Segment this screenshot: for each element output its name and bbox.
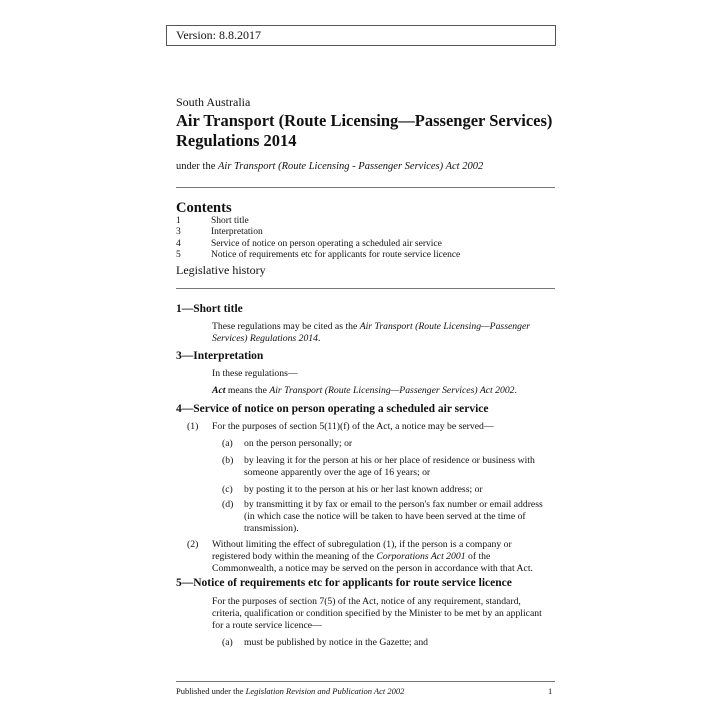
s4-subreg-2 — [187, 539, 562, 575]
jurisdiction: South Australia — [176, 95, 251, 109]
s4-sub2-line1: Without limiting the effect of subregulation (1), if the person is a company or — [212, 539, 512, 550]
section-1-heading: 1—Short title — [176, 303, 243, 315]
s1-title-italic-2: Services) Regulations 2014 — [212, 333, 318, 344]
s5-line1: For the purposes of section 7(5) of the Act, notice of any requirement, standard, — [212, 596, 521, 607]
title-line-2: Regulations 2014 — [176, 131, 297, 150]
s1-text-prefix: These regulations may be cited as the — [212, 321, 360, 332]
contents-heading: Contents — [176, 200, 232, 216]
legislative-history-link[interactable]: Legislative history — [176, 263, 266, 277]
s4-sub2-line2-prefix: registered body within the meaning of the — [212, 551, 377, 562]
s4-para-c — [222, 484, 557, 496]
s5-line2: criteria, qualification or condition specified by the Minister to be met by an applicant — [212, 608, 542, 619]
s4-sub2-number: (2) — [187, 539, 199, 550]
s4-sub2-line3: Commonwealth, a notice may be served on the person in accordance with that Act. — [212, 563, 533, 574]
divider-contents — [176, 288, 555, 289]
contents-item-label: Service of notice on person operating a scheduled air service — [211, 238, 442, 249]
contents-item[interactable] — [176, 250, 556, 261]
section-3-heading: 3—Interpretation — [176, 350, 264, 362]
s4-b-line2: someone apparently over the age of 16 years; or — [244, 467, 431, 478]
s1-title-italic-1: Air Transport (Route Licensing—Passenger — [359, 321, 531, 332]
document-title — [176, 111, 556, 151]
contents-item-number: 4 — [176, 238, 181, 249]
under-prefix: under the — [176, 161, 218, 172]
title-line-1: Air Transport (Route Licensing—Passenger Services) — [176, 111, 553, 130]
contents-item[interactable] — [176, 216, 556, 227]
version-box: Version: 8.8.2017 — [166, 25, 556, 46]
footer-divider — [176, 681, 555, 682]
def-prefix: means the — [225, 385, 270, 396]
s4-para-d — [222, 499, 567, 535]
corporations-act: Corporations Act 2001 — [376, 551, 466, 562]
contents-item[interactable] — [176, 239, 556, 250]
def-suffix: . — [514, 385, 517, 396]
s5-line3: for a route service licence— — [212, 620, 322, 631]
section-3-intro: In these regulations— — [212, 368, 298, 379]
s5-a-label: (a) — [222, 637, 233, 648]
s4-sub2-line2 — [212, 551, 533, 563]
s5-para-a — [222, 637, 557, 649]
footer-publication — [176, 686, 404, 696]
footer-prefix: Published under the — [176, 686, 246, 696]
section-3-definition — [212, 385, 557, 397]
section-5-heading: 5—Notice of requirements etc for applicants for route service licence — [176, 577, 512, 589]
s4-c-text: by posting it to the person at his or her last known address; or — [244, 484, 483, 495]
section-1-body — [212, 321, 557, 345]
s4-b-line1: by leaving it for the person at his or her place of residence or business with — [244, 455, 535, 466]
section-5-body — [212, 596, 562, 632]
page-number: 1 — [548, 686, 553, 696]
s4-sub1-text: For the purposes of section 5(11)(f) of the Act, a notice may be served— — [212, 421, 494, 432]
enabling-act-line — [176, 161, 483, 172]
s4-d-label: (d) — [222, 499, 234, 510]
s4-subreg-1 — [187, 421, 557, 433]
s4-d-line3: transmission). — [244, 523, 299, 534]
section-4-heading: 4—Service of notice on person operating a scheduled air service — [176, 403, 489, 415]
s4-sub2-line2-suffix: of the — [465, 551, 491, 562]
s5-a-text: must be published by notice in the Gazette; and — [244, 637, 429, 648]
contents-item-number: 1 — [176, 216, 181, 226]
contents-item-label: Short title — [211, 216, 249, 226]
footer-act: Legislation Revision and Publication Act 2002 — [245, 686, 405, 696]
contents-item-label: Interpretation — [211, 227, 263, 238]
s4-a-label: (a) — [222, 438, 233, 449]
s4-d-line2: (in which case the notice will be taken to have been served at the time of — [244, 511, 526, 522]
contents-item-number: 5 — [176, 249, 181, 260]
s4-a-text: on the person personally; or — [244, 438, 353, 449]
contents-list — [176, 216, 556, 261]
def-act: Air Transport (Route Licensing—Passenger Services) Act 2002 — [269, 385, 515, 396]
s4-para-b — [222, 455, 567, 479]
s1-text-suffix: . — [318, 333, 321, 344]
enabling-act: Air Transport (Route Licensing - Passenger Services) Act 2002 — [218, 161, 484, 172]
s4-d-line1: by transmitting it by fax or email to the person's fax number or email address — [244, 499, 543, 510]
s4-sub1-number: (1) — [187, 421, 199, 432]
contents-item[interactable] — [176, 227, 556, 238]
defined-term: Act — [212, 385, 226, 396]
contents-item-label: Notice of requirements etc for applicants for route service licence — [211, 249, 461, 260]
contents-item-number: 3 — [176, 227, 181, 238]
s4-c-label: (c) — [222, 484, 233, 495]
s4-b-label: (b) — [222, 455, 234, 466]
divider-top — [176, 187, 555, 188]
s4-para-a — [222, 438, 557, 450]
